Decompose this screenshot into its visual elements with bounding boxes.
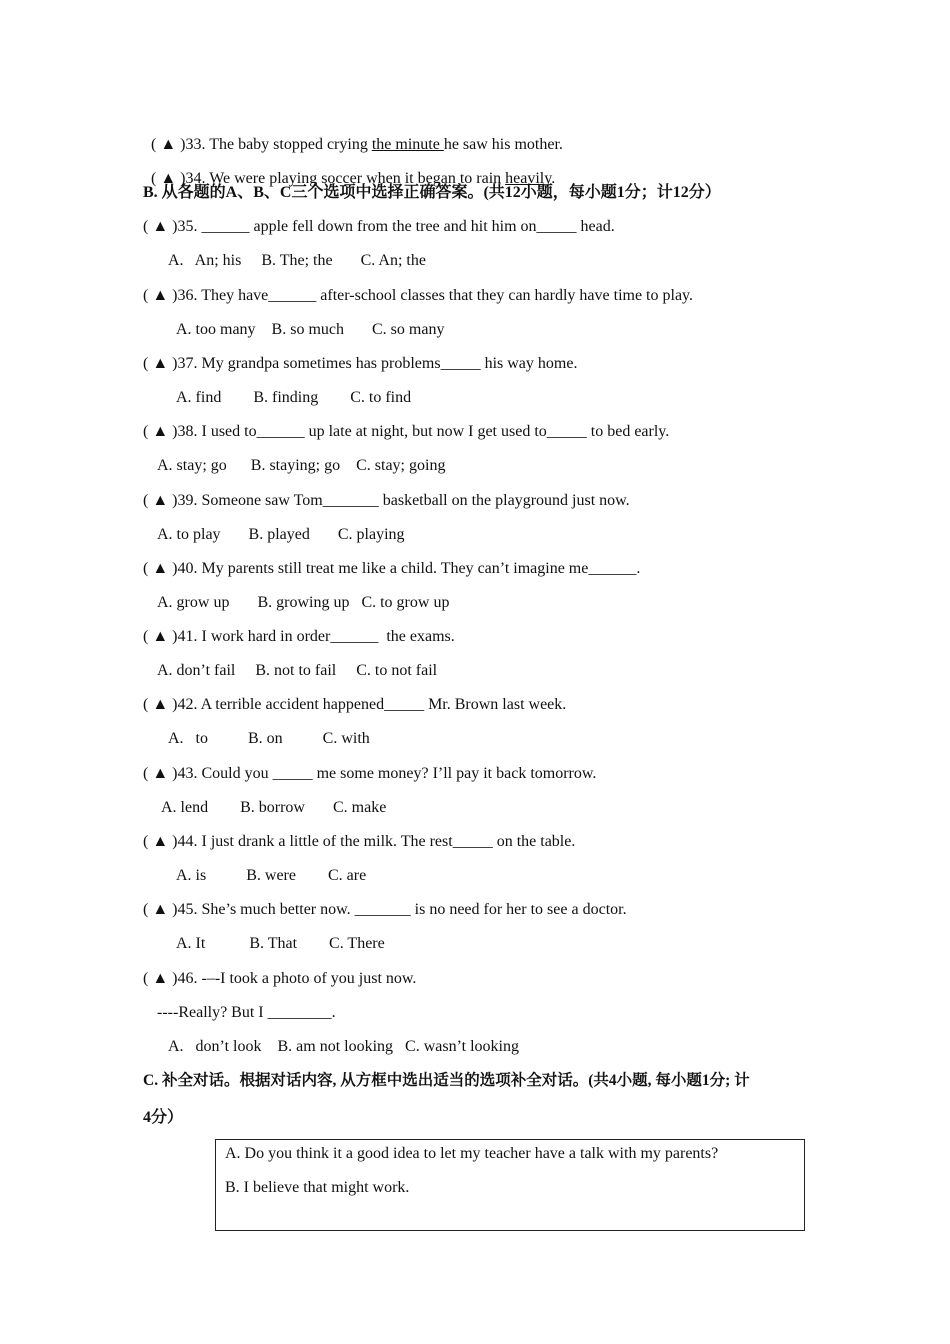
question-stem-end: he saw his mother. bbox=[443, 136, 563, 153]
question-43: ( ▲ )43. Could you _____ me some money? I’ll pay it back tomorrow. bbox=[143, 765, 597, 782]
underlined-phrase: the minute bbox=[371, 136, 444, 153]
question-36: ( ▲ )36. They have______ after-school classes that they can hardly have time to play. bbox=[143, 287, 694, 304]
underlined-phrase: heavily bbox=[505, 170, 552, 187]
question-38: ( ▲ )38. I used to______ up late at night, but now I get used to_____ to bed early. bbox=[143, 423, 670, 440]
options-40: A. grow up B. growing up C. to grow up bbox=[157, 594, 450, 611]
question-35: ( ▲ )35. ______ apple fell down from the tree and hit him on_____ head. bbox=[143, 218, 615, 235]
question-stem: ( ▲ )34. We were playing soccer when it began to rain bbox=[151, 170, 506, 187]
question-44: ( ▲ )44. I just drank a little of the milk. The rest_____ on the table. bbox=[143, 833, 576, 850]
options-41: A. don’t fail B. not to fail C. to not fail bbox=[157, 662, 438, 679]
options-42: A. to B. on C. with bbox=[168, 730, 370, 747]
options-36: A. too many B. so much C. so many bbox=[176, 321, 445, 338]
options-box bbox=[215, 1139, 805, 1231]
question-37: ( ▲ )37. My grandpa sometimes has problems_____ his way home. bbox=[143, 355, 578, 372]
question-39: ( ▲ )39. Someone saw Tom_______ basketball on the playground just now. bbox=[143, 492, 630, 509]
options-45: A. It B. That C. There bbox=[176, 935, 385, 952]
options-37: A. find B. finding C. to find bbox=[176, 389, 412, 406]
options-43: A. lend B. borrow C. make bbox=[161, 799, 387, 816]
question-stem: ( ▲ )33. The baby stopped crying bbox=[151, 136, 372, 153]
section-b-heading: B. 从各题的A、B、C三个选项中选择正确答案。(共12小题，每小题1分；计12分） bbox=[143, 184, 721, 201]
options-44: A. is B. were C. are bbox=[176, 867, 367, 884]
question-45: ( ▲ )45. She’s much better now. _______ is no need for her to see a doctor. bbox=[143, 901, 627, 918]
section-c-heading: C. 补全对话。根据对话内容, 从方框中选出适当的选项补全对话。(共4小题, 每小题1分; 计 bbox=[143, 1072, 750, 1089]
question-40: ( ▲ )40. My parents still treat me like a child. They can’t imagine me______. bbox=[143, 560, 641, 577]
options-46: A. don’t look B. am not looking C. wasn’t looking bbox=[168, 1038, 519, 1055]
box-item-a: A. Do you think it a good idea to let my teacher have a talk with my parents? bbox=[225, 1145, 719, 1162]
box-item-b: B. I believe that might work. bbox=[225, 1179, 410, 1196]
options-38: A. stay; go B. staying; go C. stay; going bbox=[157, 457, 446, 474]
options-39: A. to play B. played C. playing bbox=[157, 526, 405, 543]
question-42: ( ▲ )42. A terrible accident happened_____ Mr. Brown last week. bbox=[143, 696, 567, 713]
question-stem-end: . bbox=[551, 170, 556, 187]
section-c-heading-cont: 4分） bbox=[143, 1109, 184, 1126]
question-41: ( ▲ )41. I work hard in order______ the exams. bbox=[143, 628, 455, 645]
question-46: ( ▲ )46. -–-I took a photo of you just now. bbox=[143, 970, 417, 987]
reply-46: ----Really? But I ________. bbox=[157, 1004, 336, 1021]
options-35: A. An; his B. The; the C. An; the bbox=[168, 252, 426, 269]
